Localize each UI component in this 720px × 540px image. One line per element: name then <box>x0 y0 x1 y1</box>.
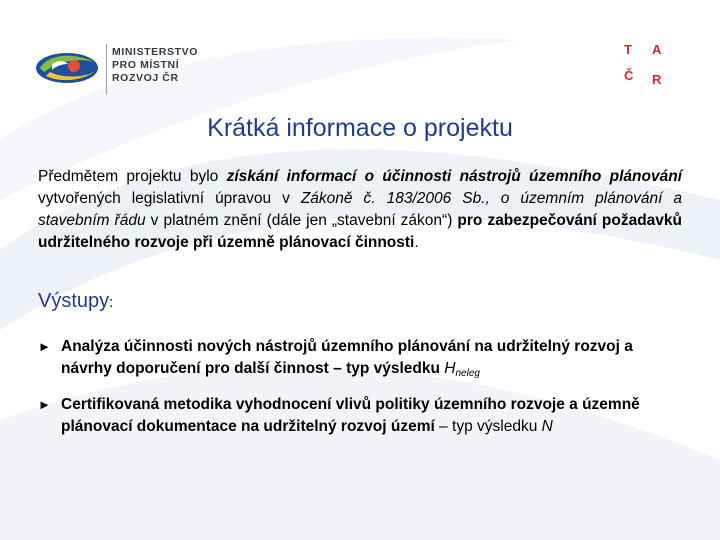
output-type-subscript: neleg <box>455 368 480 379</box>
tacr-letter-c: Č <box>624 68 634 83</box>
intro-emphasis-goal: získání informací o účinnosti nástrojů územního plánování <box>226 168 682 185</box>
outputs-heading <box>38 290 113 313</box>
output-type-letter: N <box>541 418 553 435</box>
intro-law-reference: Zákoně č. 183/2006 Sb., o územním plánování a stavebním řádu <box>38 190 682 229</box>
bullet-pointer-icon: ► <box>38 397 51 412</box>
output-type-letter: H <box>444 360 456 377</box>
ministry-name <box>112 46 198 85</box>
output-item-text <box>61 336 681 385</box>
tacr-letter-t: T <box>624 42 632 57</box>
intro-paragraph <box>38 166 682 254</box>
outputs-heading-colon: : <box>109 294 114 311</box>
output-item-text <box>61 394 681 438</box>
intro-text-3: v platném znění (dále jen „stavební zákon“) <box>145 212 458 229</box>
ministry-name-line2: PRO MÍSTNÍ <box>112 59 180 71</box>
intro-emphasis-purpose: pro zabezpečování požadavků udržitelného rozvoje při územně plánovací činnosti <box>38 212 682 251</box>
tacr-letter-r: R <box>652 72 662 87</box>
tacr-letter-a: A <box>652 42 662 57</box>
outputs-heading-label: Výstupy <box>38 290 110 312</box>
ministry-logo <box>34 44 214 94</box>
tacr-logo <box>618 42 678 92</box>
output-item-tail: – typ výsledku <box>434 418 542 435</box>
intro-text-1: Předmětem projektu bylo <box>38 168 227 185</box>
logo-divider <box>106 44 107 94</box>
ministry-emblem-icon <box>34 48 100 88</box>
ministry-name-line3: ROZVOJ ČR <box>112 72 179 84</box>
intro-text-4: . <box>414 234 419 251</box>
ministry-name-line1: MINISTERSTVO <box>112 46 198 58</box>
slide-title: Krátká informace o projektu <box>207 114 513 142</box>
intro-text-2: vytvořených legislativní úpravou v <box>38 190 301 207</box>
bullet-pointer-icon: ► <box>38 339 51 354</box>
output-item-description: Analýza účinnosti nových nástrojů územního plánování na udržitelný rozvoj a návrhy doporučení pro další činnost – typ výsledku <box>61 338 633 377</box>
output-item-description: Certifikovaná metodika vyhodnocení vlivů politiky územního rozvoje a územně plánovací dokumentace na udržitelný rozvoj území <box>61 396 640 435</box>
